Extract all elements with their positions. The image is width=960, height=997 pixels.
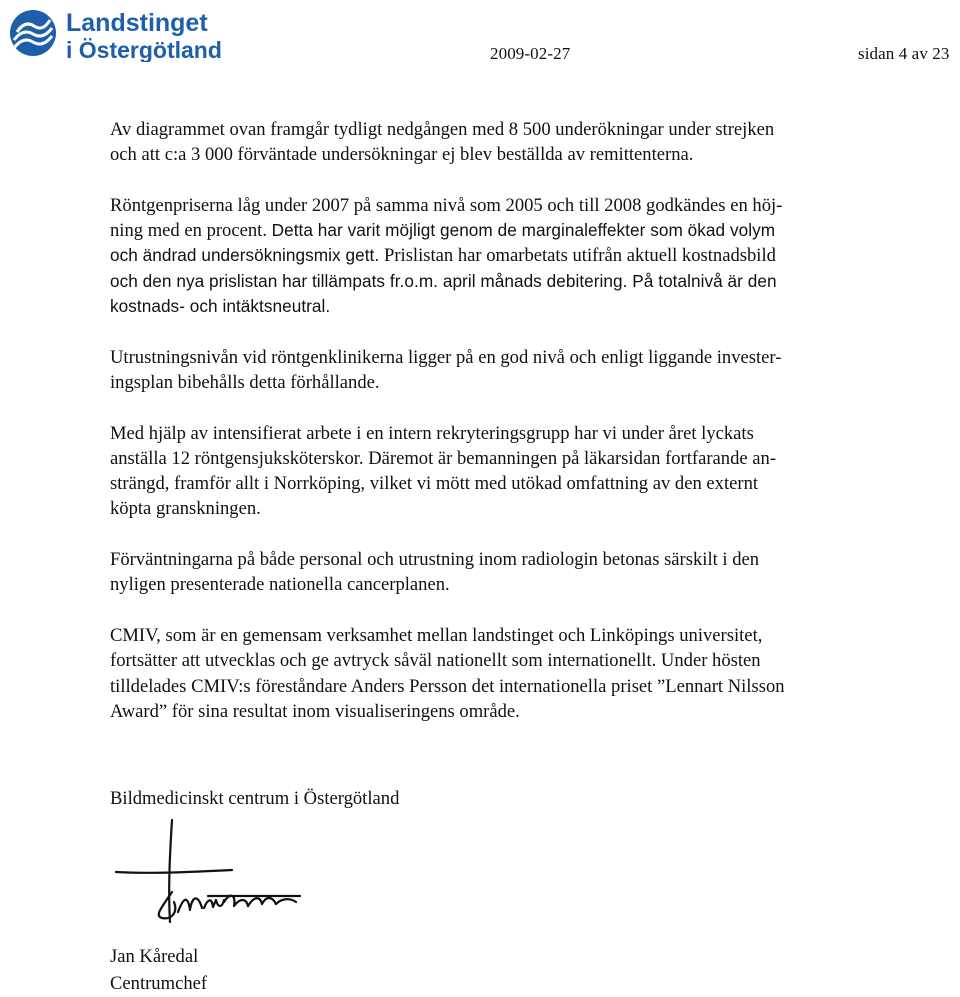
- text-line: köpta granskningen.: [110, 498, 261, 520]
- text-line: fortsätter att utvecklas och ge avtryck såväl nationellt som internationellt. Under hösten: [110, 650, 761, 672]
- text-line: nyligen presenterade nationella cancerplanen.: [110, 574, 450, 596]
- text-line: Röntgenpriserna låg under 2007 på samma nivå som 2005 och till 2008 godkändes en höj-: [110, 194, 783, 216]
- text-line: CMIV, som är en gemensam verksamhet mellan landstinget och Linköpings universitet,: [110, 624, 763, 646]
- paragraph-prices: [110, 193, 930, 319]
- logo-line1: Landstinget: [66, 9, 208, 37]
- text-line: [110, 218, 930, 243]
- header-page-number: sidan 4 av 23: [858, 44, 950, 63]
- text-line: ingsplan bibehålls detta förhållande.: [110, 371, 380, 393]
- text-segment: Prislistan har omarbetats utifrån aktuell kostnadsbild: [384, 245, 776, 267]
- paragraph-equipment: [110, 345, 930, 396]
- text-line: Utrustningsnivån vid röntgenklinikerna ligger på en god nivå och enligt liggande invester-: [110, 346, 782, 368]
- text-line: tilldelades CMIV:s föreståndare Anders Persson det internationella priset ”Lennart Nilsson: [110, 675, 785, 697]
- text-line: [110, 243, 930, 268]
- signature-organization: Bildmedicinskt centrum i Östergötland: [110, 788, 400, 809]
- paragraph-cmiv: [110, 623, 930, 724]
- paragraph-strike: [110, 117, 930, 168]
- text-line: och den nya prislistan har tillämpats fr.o.m. april månads debitering. På totalnivå är den: [110, 270, 777, 291]
- signature-name: Jan Kåredal: [110, 946, 199, 967]
- text-line: kostnads- och intäktsneutral.: [110, 296, 331, 317]
- header-date: 2009-02-27: [490, 44, 571, 63]
- text-line: Med hjälp av intensifierat arbete i en intern rekryteringsgrupp har vi under året lyckats: [110, 422, 754, 444]
- text-line: Award” för sina resultat inom visualiseringens område.: [110, 700, 520, 722]
- text-segment: och ändrad undersökningsmix gett.: [110, 245, 384, 266]
- text-line: strängd, framför allt i Norrköping, vilket vi mött med utökad omfattning av den externt: [110, 473, 759, 495]
- text-line: anställa 12 röntgensjuksköterskor. Däremot är bemanningen på läkarsidan fortfarande an-: [110, 447, 777, 469]
- logo-emblem-icon: [10, 10, 56, 56]
- logo-line2: i Östergötland: [66, 37, 222, 62]
- text-line: och att c:a 3 000 förväntade undersökningar ej blev beställda av remittenterna.: [110, 144, 694, 166]
- paragraph-recruitment: [110, 421, 930, 522]
- text-segment: ning med en procent.: [110, 220, 272, 242]
- text-line: Förväntningarna på både personal och utrustning inom radiologin betonas särskilt i den: [110, 549, 760, 571]
- paragraph-expectations: [110, 547, 930, 598]
- signature-title: Centrumchef: [110, 973, 208, 994]
- body-text: [110, 117, 930, 749]
- text-segment: Detta har varit möjligt genom de marginaleffekter som ökad volym: [271, 220, 776, 241]
- handwritten-signature: [112, 812, 332, 937]
- text-line: Av diagrammet ovan framgår tydligt nedgången med 8 500 underökningar under strejken: [110, 119, 775, 140]
- landstinget-logo: [6, 4, 246, 62]
